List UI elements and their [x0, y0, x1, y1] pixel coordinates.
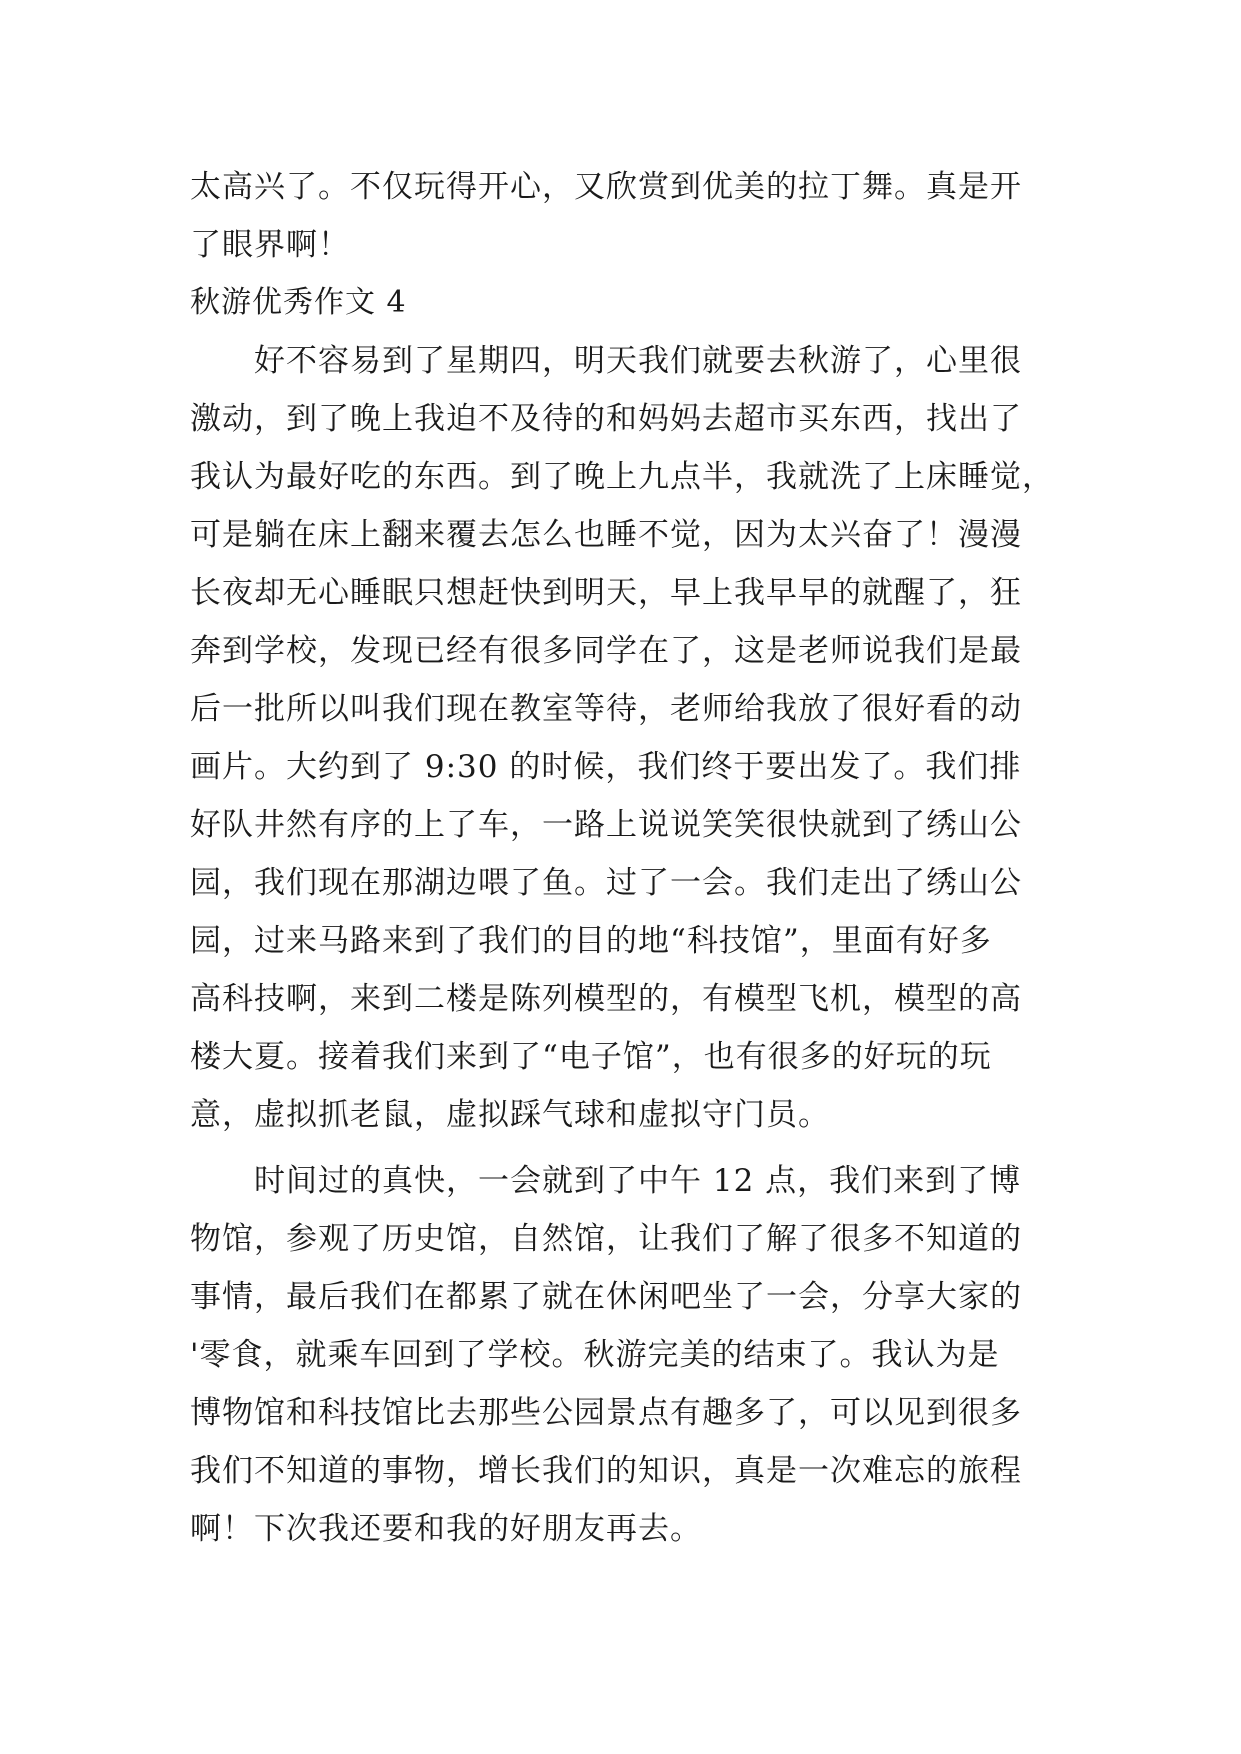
text-line: 事情，最后我们在都累了就在休闲吧坐了一会，分享大家的: [190, 1279, 1022, 1315]
text-line: 好不容易到了星期四，明天我们就要去秋游了，心里很: [254, 343, 1022, 379]
text-line: 园，我们现在那湖边喂了鱼。过了一会。我们走出了绣山公: [190, 865, 1022, 901]
text-line: 博物馆和科技馆比去那些公园景点有趣多了，可以见到很多: [190, 1395, 1022, 1431]
text-line: 太高兴了。不仅玩得开心，又欣赏到优美的拉丁舞。真是开: [190, 169, 1022, 205]
text-line: 可是躺在床上翻来覆去怎么也睡不觉，因为太兴奋了！漫漫: [190, 517, 1022, 553]
document-page: [190, 158, 1054, 1558]
text-line: 好队井然有序的上了车，一路上说说笑笑很快就到了绣山公: [190, 807, 1022, 843]
text-line: 园，过来马路来到了我们的目的地“科技馆”，里面有好多: [190, 923, 992, 959]
intro-paragraph: [190, 158, 1050, 274]
text-line: 我认为最好吃的东西。到了晚上九点半，我就洗了上床睡觉，: [190, 459, 1054, 495]
paragraph-1: [190, 332, 1054, 1144]
text-line: 画片。大约到了 9:30 的时候，我们终于要出发了。我们排: [190, 749, 1022, 785]
text-line: '零食，就乘车回到了学校。秋游完美的结束了。我认为是: [190, 1337, 1000, 1373]
text-line: 长夜却无心睡眠只想赶快到明天，早上我早早的就醒了，狂: [190, 575, 1022, 611]
text-line: 楼大夏。接着我们来到了“电子馆”，也有很多的好玩的玩: [190, 1039, 992, 1075]
text-line: 激动，到了晚上我迫不及待的和妈妈去超市买东西，找出了: [190, 401, 1022, 437]
text-line: 高科技啊，来到二楼是陈列模型的，有模型飞机，模型的高: [190, 981, 1022, 1017]
text-line: 意，虚拟抓老鼠，虚拟踩气球和虚拟守门员。: [190, 1097, 830, 1133]
paragraph-2: [190, 1152, 1050, 1558]
section-title: 秋游优秀作文 4: [190, 285, 407, 320]
text-line: 奔到学校，发现已经有很多同学在了，这是老师说我们是最: [190, 633, 1022, 669]
text-line: 后一批所以叫我们现在教室等待，老师给我放了很好看的动: [190, 691, 1022, 727]
text-line: 了眼界啊！: [190, 227, 350, 263]
text-line: 啊！下次我还要和我的好朋友再去。: [190, 1511, 702, 1547]
text-line: 时间过的真快，一会就到了中午 12 点，我们来到了博: [254, 1163, 1022, 1199]
text-line: 物馆，参观了历史馆，自然馆，让我们了解了很多不知道的: [190, 1221, 1022, 1257]
text-line: 我们不知道的事物，增长我们的知识，真是一次难忘的旅程: [190, 1453, 1022, 1489]
